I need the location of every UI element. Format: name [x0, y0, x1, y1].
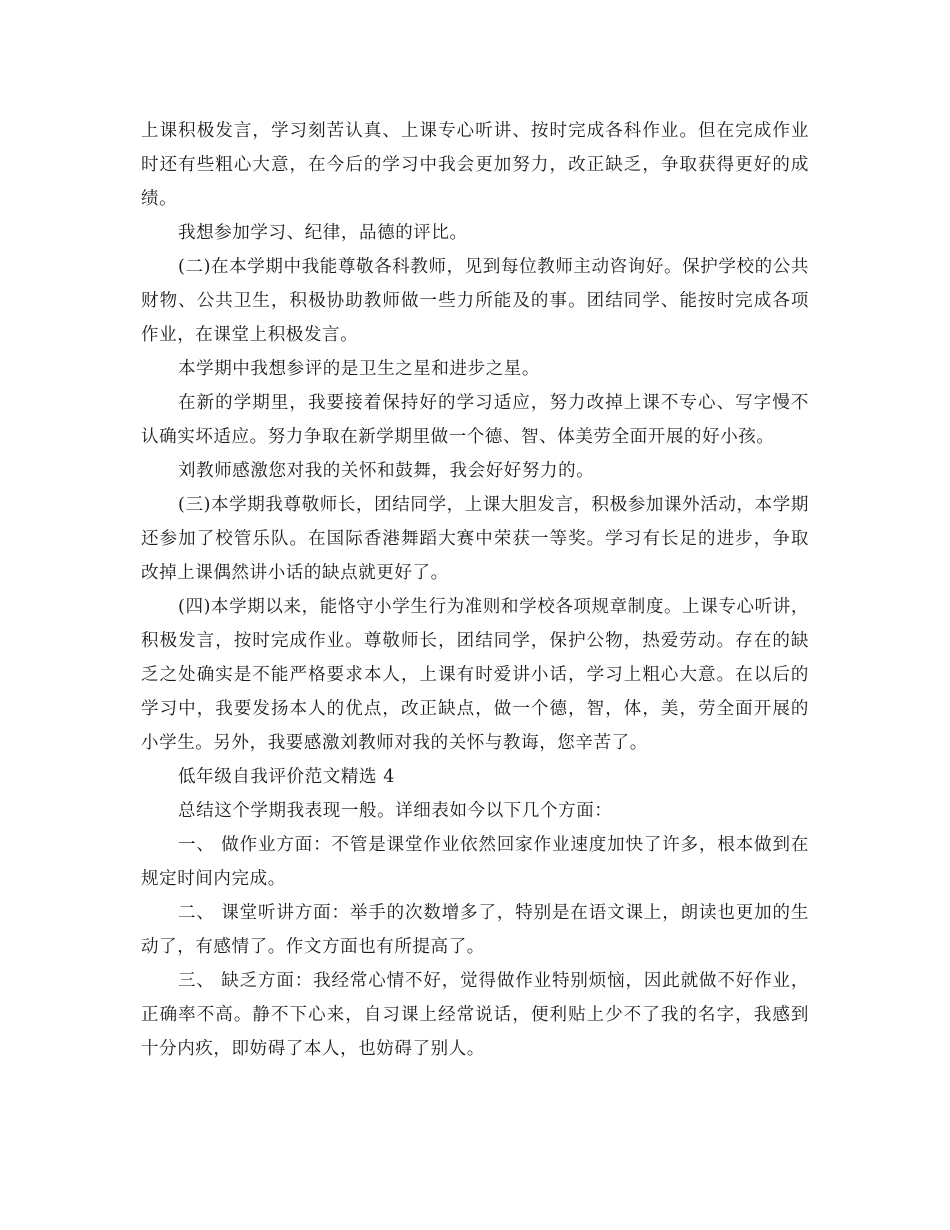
paragraph: (四)本学期以来，能恪守小学生行为准则和学校各项规章制度。上课专心听讲，积极发言，按时完成作业。尊敬师长，团结同学，保护公物，热爱劳动。存在的缺乏之处确实是不能严格要求本人，上课有时爱讲小话，学习上粗心大意。在以后的学习中，我要发扬本人的优点，改正缺点，做一个德，智，体，美，劳全面开展的小学生。另外，我要感激刘教师对我的关怀与教诲，您辛苦了。 [141, 597, 809, 753]
paragraph: 本学期中我想参评的是卫生之星和进步之星。 [178, 359, 540, 379]
list-item: 三、 缺乏方面：我经常心情不好，觉得做作业特别烦恼，因此就做不好作业，正确率不高。静不下心来，自习课上经常说话，便利贴上少不了我的名字，我感到十分内疚，即妨碍了本人，也妨碍了别人。 [141, 971, 809, 1059]
paragraph: 刘教师感激您对我的关怀和鼓舞，我会好好努力的。 [178, 461, 595, 481]
list-item: 二、 课堂听讲方面：举手的次数增多了，特别是在语文课上，朗读也更加的生动了，有感情了。作文方面也有所提高了。 [141, 903, 809, 957]
paragraph: 上课积极发言，学习刻苦认真、上课专心听讲、按时完成各科作业。但在完成作业时还有些粗心大意，在今后的学习中我会更加努力，改正缺乏，争取获得更好的成绩。 [141, 121, 809, 209]
section-heading: 低年级自我评价范文精选 4 [178, 767, 395, 787]
paragraph: (二)在本学期中我能尊敬各科教师，见到每位教师主动咨询好。保护学校的公共财物、公共卫生，积极协助教师做一些力所能及的事。团结同学、能按时完成各项作业，在课堂上积极发言。 [141, 257, 809, 345]
paragraph: (三)本学期我尊敬师长，团结同学，上课大胆发言，积极参加课外活动，本学期还参加了校管乐队。在国际香港舞蹈大赛中荣获一等奖。学习有长足的进步，争取改掉上课偶然讲小话的缺点就更好了。 [141, 495, 809, 583]
list-item: 一、 做作业方面：不管是课堂作业依然回家作业速度加快了许多，根本做到在规定时间内完成。 [141, 835, 809, 889]
paragraph: 总结这个学期我表现一般。详细表如今以下几个方面： [178, 801, 613, 821]
paragraph: 我想参加学习、纪律，品德的评比。 [178, 223, 468, 243]
document-body [141, 114, 809, 1066]
paragraph: 在新的学期里，我要接着保持好的学习适应，努力改掉上课不专心、写字慢不认确实坏适应。努力争取在新学期里做一个德、智、体美劳全面开展的好小孩。 [141, 393, 809, 447]
